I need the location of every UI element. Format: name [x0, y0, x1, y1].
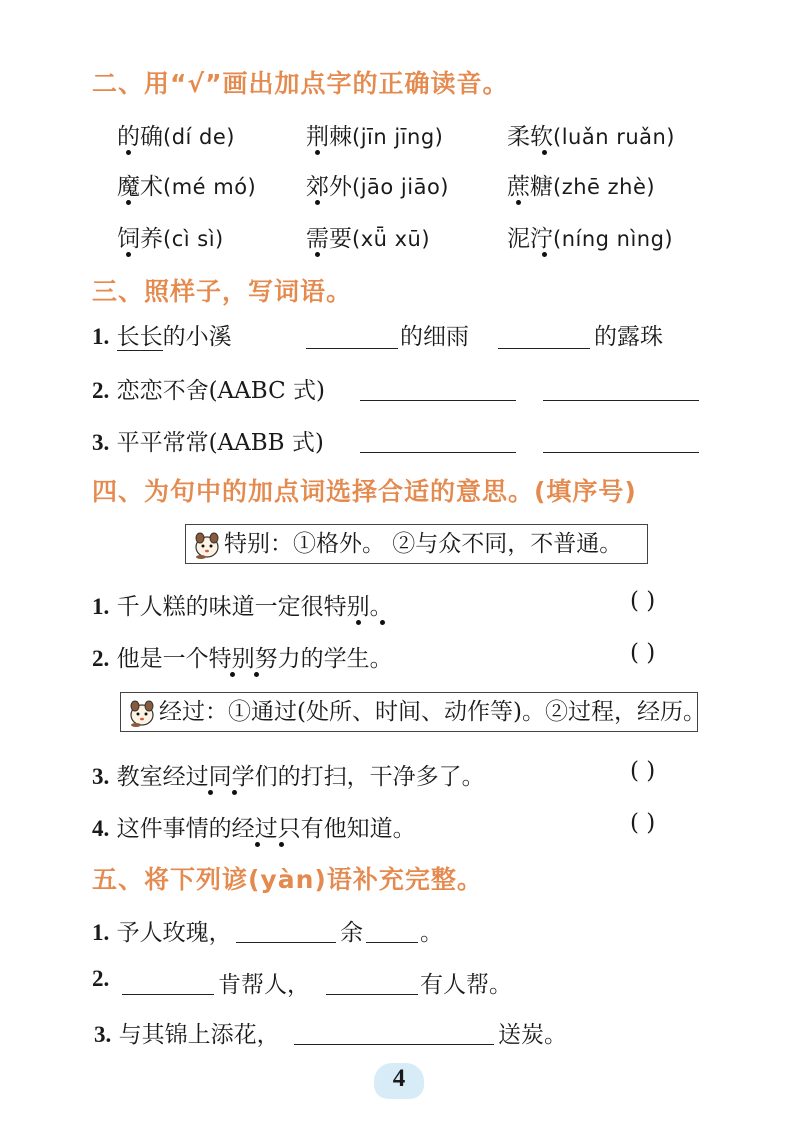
section4-q1: 1. 千人糕的味道一定很特别。 [92, 594, 393, 620]
definition-box: 经过：①通过(处所、时间、动作等)。②过程，经历。 [120, 692, 698, 732]
mascot-icon [127, 697, 157, 727]
answer-blank[interactable] [326, 970, 418, 995]
answer-blank[interactable] [236, 918, 336, 943]
page-number: 4 [392, 1065, 406, 1092]
section5-q2: 2. [92, 966, 110, 991]
mascot-icon [192, 529, 222, 559]
answer-paren[interactable]: ( ) [630, 588, 656, 614]
pinyin-item: 的确(dí de) [117, 124, 235, 150]
section3-q1: 1. 长长的小溪 [92, 324, 232, 350]
answer-blank[interactable] [498, 324, 590, 349]
answer-blank[interactable] [366, 918, 418, 943]
section5-title: 五、将下列谚(yàn)语补充完整。 [92, 865, 483, 894]
section3-q1-mid: 的细雨 [400, 324, 469, 350]
emphasis-dot [542, 150, 547, 155]
section5-q3-b: 送炭。 [498, 1022, 567, 1048]
emphasis-dot [315, 150, 320, 155]
emphasis-dot [208, 790, 213, 795]
pinyin-item: 柔软(luǎn ruǎn) [507, 124, 676, 150]
section4-q2: 2. 他是一个特别努力的学生。 [92, 646, 393, 672]
emphasis-dot [356, 620, 361, 625]
example-word: 长长 [116, 324, 163, 350]
section2-title: 二、用“√”画出加点字的正确读音。 [92, 69, 509, 98]
pinyin-item: 泥泞(níng nìng) [507, 226, 674, 252]
answer-paren[interactable]: ( ) [630, 810, 656, 836]
emphasis-dot [126, 200, 131, 205]
emphasis-dot [232, 790, 237, 795]
section5-q1-c: 。 [420, 920, 443, 946]
emphasis-dot [315, 252, 320, 257]
pinyin-item: 郊外(jāo jiāo) [306, 174, 449, 200]
pinyin-item: 饲养(cì sì) [117, 226, 224, 252]
answer-blank[interactable] [294, 1020, 494, 1045]
answer-blank[interactable] [360, 376, 516, 401]
emphasis-dot [126, 150, 131, 155]
answer-paren[interactable]: ( ) [630, 640, 656, 666]
section5-q1-b: 余 [340, 920, 363, 946]
section4-title: 四、为句中的加点词选择合适的意思。(填序号) [92, 477, 637, 506]
pinyin-item: 需要(xǖ xū) [306, 226, 431, 252]
pinyin-item: 蔗糖(zhē zhè) [507, 174, 656, 200]
emphasis-dot [255, 842, 260, 847]
answer-blank[interactable] [122, 970, 214, 995]
section5-q2-a: 肯帮人， [218, 972, 310, 998]
answer-paren[interactable]: ( ) [630, 758, 656, 784]
emphasis-dot [126, 252, 131, 257]
emphasis-dot [230, 672, 235, 677]
answer-blank[interactable] [543, 428, 699, 453]
emphasis-dot [542, 252, 547, 257]
emphasis-dot [516, 200, 521, 205]
section3-q2: 2. 恋恋不舍(AABC 式) [92, 378, 325, 404]
emphasis-dot [254, 672, 259, 677]
section3-q3: 3. 平平常常(AABB 式) [92, 430, 324, 456]
section3-title: 三、照样子，写词语。 [92, 277, 353, 306]
section5-q2-b: 有人帮。 [420, 972, 512, 998]
pinyin-item: 荆棘(jīn jīng) [306, 124, 444, 150]
section3-q1-end: 的露珠 [594, 324, 663, 350]
answer-blank[interactable] [360, 428, 516, 453]
section5-q3: 3. 与其锦上添花， [94, 1022, 280, 1048]
emphasis-dot [380, 620, 385, 625]
section4-q4: 4. 这件事情的经过只有他知道。 [92, 816, 416, 842]
answer-blank[interactable] [306, 324, 398, 349]
answer-blank[interactable] [543, 376, 699, 401]
pinyin-item: 魔术(mé mó) [117, 174, 257, 200]
section4-q3: 3. 教室经过同学们的打扫，干净多了。 [92, 764, 485, 790]
emphasis-dot [279, 842, 284, 847]
definition-box: 特别：①格外。 ②与众不同，不普通。 [185, 524, 648, 564]
emphasis-dot [315, 200, 320, 205]
section5-q1: 1. 予人玫瑰， [92, 920, 232, 946]
